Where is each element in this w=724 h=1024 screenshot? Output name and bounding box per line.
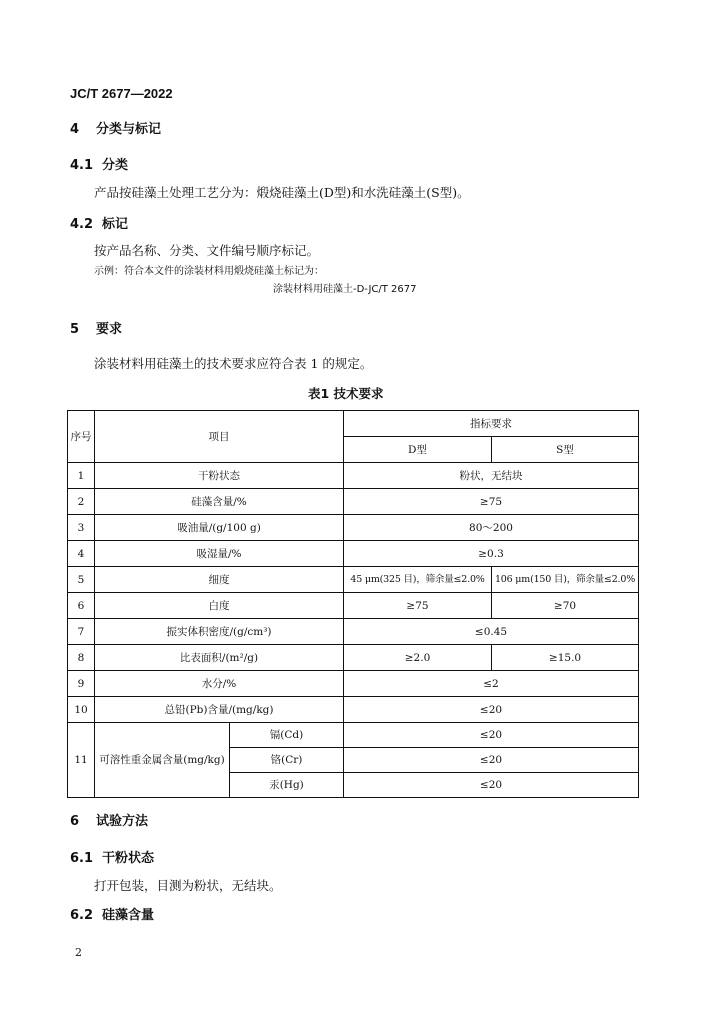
- row-value: ≤20: [344, 773, 639, 798]
- row-value: 80～200: [344, 515, 639, 541]
- section-number: 4: [70, 122, 80, 137]
- section-6-heading: [70, 810, 148, 829]
- table-row: [68, 541, 639, 567]
- table-row: [68, 489, 639, 515]
- section-number: 4.2: [70, 217, 94, 232]
- table-row: [68, 593, 639, 619]
- row-item: 细度: [95, 567, 344, 593]
- section-number: 5: [70, 322, 80, 337]
- section-4-1-heading: [70, 154, 128, 173]
- table-row: [68, 567, 639, 593]
- row-no: 5: [68, 567, 95, 593]
- page-number: 2: [75, 946, 82, 959]
- row-item: 振实体积密度/(g/cm³): [95, 619, 344, 645]
- row-value: 粉状，无结块: [344, 463, 639, 489]
- section-title: 要求: [96, 322, 123, 337]
- row-item: 吸湿量/%: [95, 541, 344, 567]
- table-caption: 表1 技术要求: [308, 386, 384, 401]
- row-item: 白度: [95, 593, 344, 619]
- example-text: 示例：符合本文件的涂装材料用煅烧硅藻土标记为：: [94, 266, 324, 277]
- section-4-heading: [70, 118, 161, 137]
- row-value-s: ≥15.0: [492, 645, 639, 671]
- section-title: 标记: [102, 217, 129, 232]
- example-mark: 涂装材料用硅藻土-D-JC/T 2677: [273, 284, 417, 295]
- section-title: 分类与标记: [96, 122, 162, 137]
- row-no: 3: [68, 515, 95, 541]
- table-row: [68, 619, 639, 645]
- section-6-2-heading: [70, 904, 154, 923]
- row-no: 11: [68, 723, 95, 798]
- row-no: 8: [68, 645, 95, 671]
- section-title: 试验方法: [96, 814, 149, 829]
- table-row: [68, 645, 639, 671]
- standard-code: JC/T 2677—2022: [70, 86, 173, 101]
- row-no: 2: [68, 489, 95, 515]
- row-value-d: ≥75: [344, 593, 492, 619]
- row-value: ≤20: [344, 723, 639, 748]
- row-value: ≥0.3: [344, 541, 639, 567]
- section-title: 分类: [102, 158, 129, 173]
- section-4-1-text: 产品按硅藻土处理工艺分为：煅烧硅藻土(D型)和水洗硅藻土(S型)。: [94, 185, 470, 200]
- section-number: 6.2: [70, 908, 94, 923]
- table-row: [68, 723, 639, 748]
- header-d-type: D型: [344, 437, 492, 463]
- row-item: 水分/%: [95, 671, 344, 697]
- row-no: 10: [68, 697, 95, 723]
- table-row: [68, 671, 639, 697]
- row-subitem: 汞(Hg): [230, 773, 344, 798]
- section-number: 6: [70, 814, 80, 829]
- row-value-d: ≥2.0: [344, 645, 492, 671]
- header-spec: 指标要求: [344, 411, 639, 437]
- table-row: [68, 463, 639, 489]
- technical-requirements-table: [67, 410, 639, 798]
- row-value: ≥75: [344, 489, 639, 515]
- row-no: 7: [68, 619, 95, 645]
- row-no: 1: [68, 463, 95, 489]
- row-value-s: 106 μm(150 目)，筛余量≤2.0%: [492, 567, 639, 593]
- row-item: 总铅(Pb)含量/(mg/kg): [95, 697, 344, 723]
- section-number: 6.1: [70, 851, 94, 866]
- row-item: 可溶性重金属含量(mg/kg): [95, 723, 230, 798]
- row-no: 4: [68, 541, 95, 567]
- row-value: ≤0.45: [344, 619, 639, 645]
- header-no: 序号: [68, 411, 95, 463]
- section-5-text: 涂装材料用硅藻土的技术要求应符合表 1 的规定。: [94, 356, 373, 371]
- section-5-heading: [70, 318, 122, 337]
- section-title: 干粉状态: [102, 851, 155, 866]
- row-subitem: 镉(Cd): [230, 723, 344, 748]
- section-6-1-heading: [70, 847, 154, 866]
- row-item: 干粉状态: [95, 463, 344, 489]
- row-value: ≤20: [344, 748, 639, 773]
- section-6-1-text: 打开包装，目测为粉状，无结块。: [94, 878, 282, 893]
- section-4-2-heading: [70, 213, 128, 232]
- row-item: 硅藻含量/%: [95, 489, 344, 515]
- table-header-row: [68, 411, 639, 437]
- table-row: [68, 515, 639, 541]
- table-row: [68, 697, 639, 723]
- section-title: 硅藻含量: [102, 908, 155, 923]
- row-value: ≤2: [344, 671, 639, 697]
- row-no: 6: [68, 593, 95, 619]
- row-no: 9: [68, 671, 95, 697]
- section-4-2-text: 按产品名称、分类、文件编号顺序标记。: [94, 243, 320, 258]
- row-value-s: ≥70: [492, 593, 639, 619]
- row-subitem: 铬(Cr): [230, 748, 344, 773]
- header-s-type: S型: [492, 437, 639, 463]
- row-item: 比表面积/(m²/g): [95, 645, 344, 671]
- row-item: 吸油量/(g/100 g): [95, 515, 344, 541]
- header-item: 项目: [95, 411, 344, 463]
- row-value-d: 45 μm(325 目)，筛余量≤2.0%: [344, 567, 492, 593]
- row-value: ≤20: [344, 697, 639, 723]
- section-number: 4.1: [70, 158, 94, 173]
